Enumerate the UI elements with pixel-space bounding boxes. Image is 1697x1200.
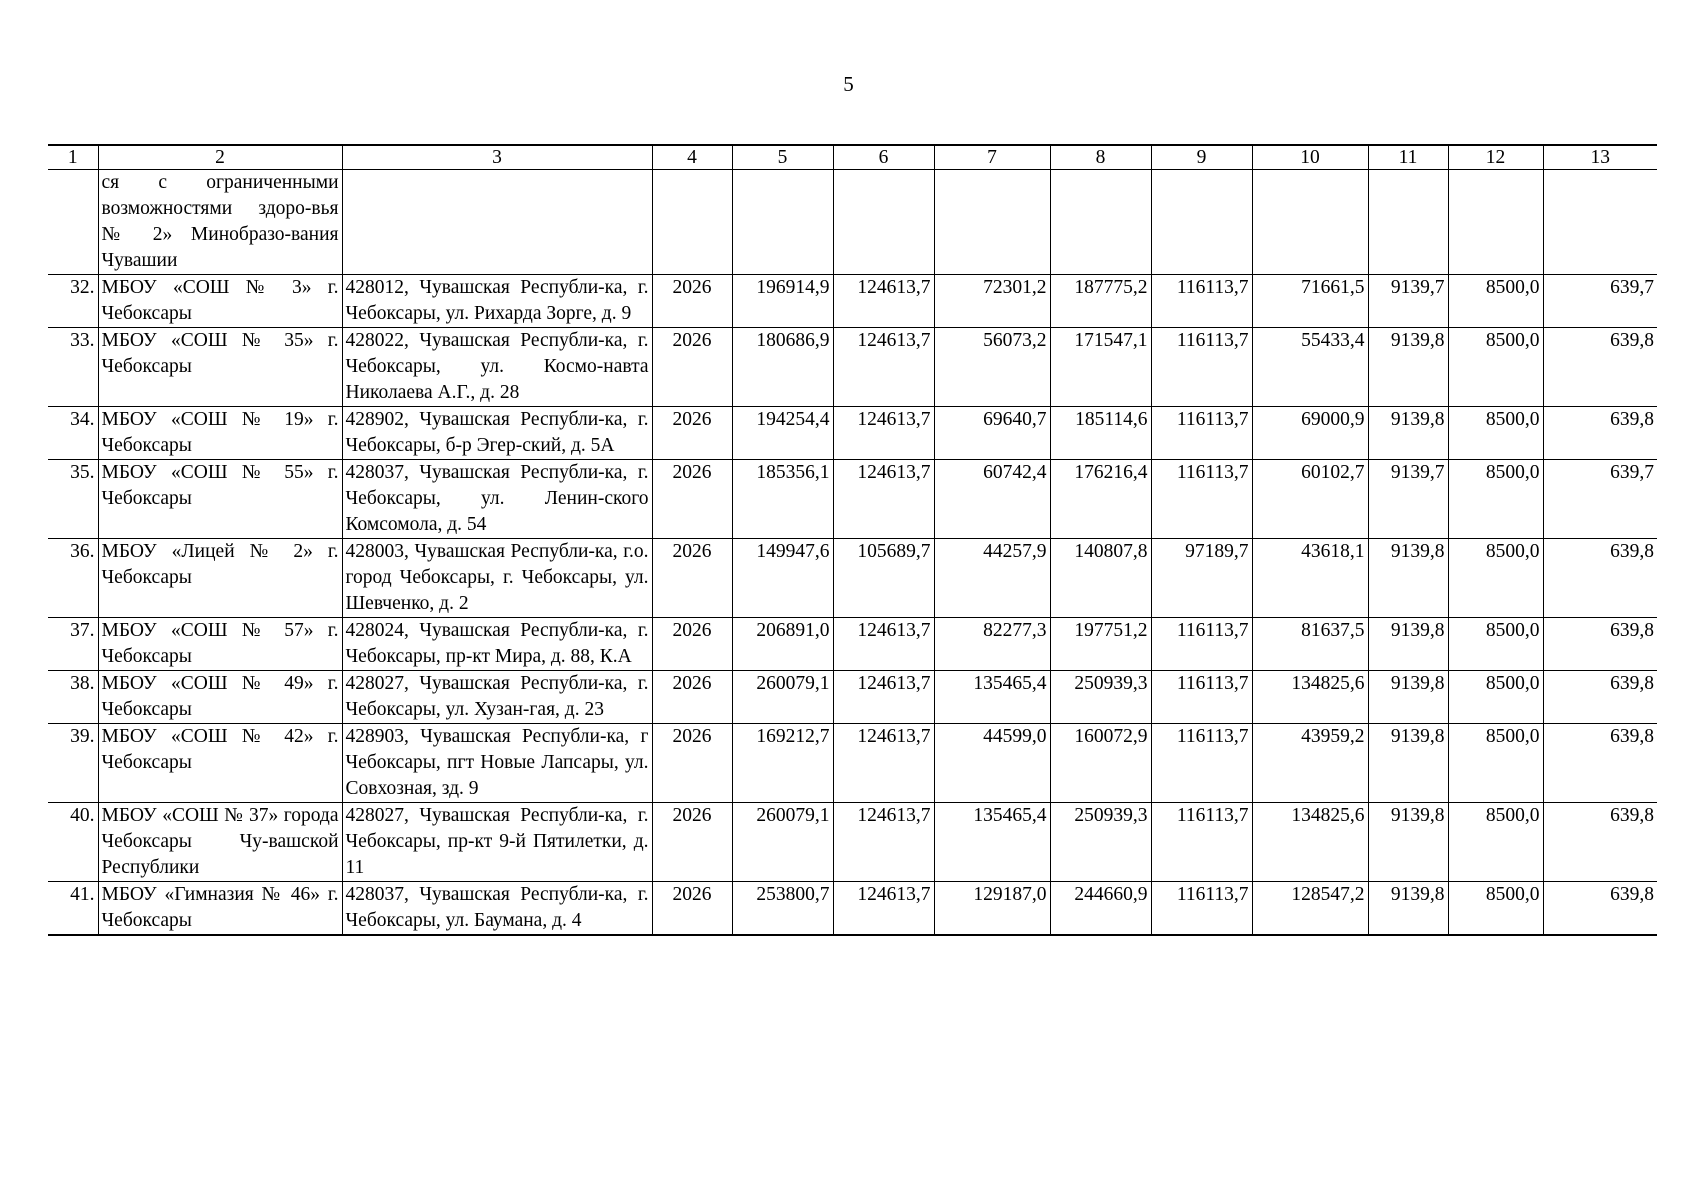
value-col-6: 124613,7 bbox=[833, 618, 934, 671]
value-col-8: 176216,4 bbox=[1050, 460, 1151, 539]
value-col-13: 639,8 bbox=[1543, 724, 1657, 803]
value-col-7: 135465,4 bbox=[934, 671, 1050, 724]
institution-name: МБОУ «Гимназия № 46» г. Чебоксары bbox=[98, 882, 342, 936]
value-col-13: 639,8 bbox=[1543, 407, 1657, 460]
header-cell: 13 bbox=[1543, 145, 1657, 170]
value-cell bbox=[934, 170, 1050, 275]
value-col-12: 8500,0 bbox=[1448, 275, 1543, 328]
year: 2026 bbox=[652, 618, 732, 671]
year: 2026 bbox=[652, 671, 732, 724]
header-cell: 1 bbox=[48, 145, 98, 170]
value-col-10: 134825,6 bbox=[1252, 803, 1368, 882]
institution-name: МБОУ «СОШ № 37» города Чебоксары Чу-вашской Республики bbox=[98, 803, 342, 882]
value-col-10: 128547,2 bbox=[1252, 882, 1368, 936]
table-row bbox=[48, 671, 1657, 724]
value-col-12: 8500,0 bbox=[1448, 724, 1543, 803]
value-col-9: 116113,7 bbox=[1151, 407, 1252, 460]
value-col-8: 187775,2 bbox=[1050, 275, 1151, 328]
row-index: 41. bbox=[48, 882, 98, 936]
value-col-11: 9139,7 bbox=[1368, 275, 1448, 328]
header-cell: 2 bbox=[98, 145, 342, 170]
value-col-8: 244660,9 bbox=[1050, 882, 1151, 936]
value-col-11: 9139,8 bbox=[1368, 539, 1448, 618]
value-col-13: 639,8 bbox=[1543, 803, 1657, 882]
value-cell bbox=[1448, 170, 1543, 275]
value-col-9: 116113,7 bbox=[1151, 275, 1252, 328]
row-index: 33. bbox=[48, 328, 98, 407]
value-col-9: 116113,7 bbox=[1151, 460, 1252, 539]
year: 2026 bbox=[652, 882, 732, 936]
value-col-9: 116113,7 bbox=[1151, 803, 1252, 882]
value-col-6: 105689,7 bbox=[833, 539, 934, 618]
value-col-13: 639,7 bbox=[1543, 460, 1657, 539]
institution-name: МБОУ «СОШ № 55» г. Чебоксары bbox=[98, 460, 342, 539]
value-col-13: 639,8 bbox=[1543, 328, 1657, 407]
year: 2026 bbox=[652, 275, 732, 328]
value-col-10: 55433,4 bbox=[1252, 328, 1368, 407]
address: 428024, Чувашская Республи-ка, г. Чебоксары, пр-кт Мира, д. 88, К.А bbox=[342, 618, 652, 671]
institution-name: МБОУ «СОШ № 49» г. Чебоксары bbox=[98, 671, 342, 724]
year: 2026 bbox=[652, 724, 732, 803]
year: 2026 bbox=[652, 803, 732, 882]
value-col-8: 250939,3 bbox=[1050, 803, 1151, 882]
address: 428902, Чувашская Республи-ка, г. Чебоксары, б-р Эгер-ский, д. 5А bbox=[342, 407, 652, 460]
value-col-6: 124613,7 bbox=[833, 724, 934, 803]
value-col-11: 9139,8 bbox=[1368, 882, 1448, 936]
value-col-9: 116113,7 bbox=[1151, 618, 1252, 671]
address: 428022, Чувашская Республи-ка, г. Чебоксары, ул. Космо-навта Николаева А.Г., д. 28 bbox=[342, 328, 652, 407]
value-col-7: 129187,0 bbox=[934, 882, 1050, 936]
row-index: 34. bbox=[48, 407, 98, 460]
value-col-7: 69640,7 bbox=[934, 407, 1050, 460]
value-col-13: 639,8 bbox=[1543, 882, 1657, 936]
continuation-row bbox=[48, 170, 1657, 275]
row-index: 37. bbox=[48, 618, 98, 671]
value-cell bbox=[1368, 170, 1448, 275]
table-row bbox=[48, 618, 1657, 671]
header-cell: 3 bbox=[342, 145, 652, 170]
institution-name: МБОУ «СОШ № 57» г. Чебоксары bbox=[98, 618, 342, 671]
value-col-9: 116113,7 bbox=[1151, 671, 1252, 724]
value-col-5: 180686,9 bbox=[732, 328, 833, 407]
value-col-5: 194254,4 bbox=[732, 407, 833, 460]
value-col-10: 81637,5 bbox=[1252, 618, 1368, 671]
table-row bbox=[48, 328, 1657, 407]
header-cell: 12 bbox=[1448, 145, 1543, 170]
value-col-6: 124613,7 bbox=[833, 882, 934, 936]
value-col-11: 9139,8 bbox=[1368, 803, 1448, 882]
address: 428903, Чувашская Республи-ка, г Чебоксары, пгт Новые Лапсары, ул. Совхозная, зд. 9 bbox=[342, 724, 652, 803]
address: 428027, Чувашская Республи-ка, г. Чебоксары, ул. Хузан-гая, д. 23 bbox=[342, 671, 652, 724]
value-cell bbox=[1050, 170, 1151, 275]
header-cell: 5 bbox=[732, 145, 833, 170]
table-row bbox=[48, 275, 1657, 328]
year bbox=[652, 170, 732, 275]
value-col-10: 134825,6 bbox=[1252, 671, 1368, 724]
value-col-9: 97189,7 bbox=[1151, 539, 1252, 618]
value-col-6: 124613,7 bbox=[833, 275, 934, 328]
institution-name: МБОУ «СОШ № 35» г. Чебоксары bbox=[98, 328, 342, 407]
institution-name: ся с ограниченными возможностями здоро-вья № 2» Минобразо-вания Чувашии bbox=[98, 170, 342, 275]
row-index: 38. bbox=[48, 671, 98, 724]
value-col-5: 169212,7 bbox=[732, 724, 833, 803]
value-col-9: 116113,7 bbox=[1151, 724, 1252, 803]
address: 428037, Чувашская Республи-ка, г. Чебоксары, ул. Ленин-ского Комсомола, д. 54 bbox=[342, 460, 652, 539]
data-table bbox=[48, 144, 1657, 936]
year: 2026 bbox=[652, 328, 732, 407]
table-row bbox=[48, 460, 1657, 539]
value-cell bbox=[1151, 170, 1252, 275]
row-index: 39. bbox=[48, 724, 98, 803]
value-col-10: 60102,7 bbox=[1252, 460, 1368, 539]
header-cell: 10 bbox=[1252, 145, 1368, 170]
value-col-10: 71661,5 bbox=[1252, 275, 1368, 328]
value-col-6: 124613,7 bbox=[833, 671, 934, 724]
value-col-8: 185114,6 bbox=[1050, 407, 1151, 460]
value-col-10: 43959,2 bbox=[1252, 724, 1368, 803]
value-cell bbox=[1543, 170, 1657, 275]
header-cell: 4 bbox=[652, 145, 732, 170]
table-row bbox=[48, 724, 1657, 803]
header-cell: 11 bbox=[1368, 145, 1448, 170]
value-col-12: 8500,0 bbox=[1448, 671, 1543, 724]
value-col-12: 8500,0 bbox=[1448, 803, 1543, 882]
header-cell: 6 bbox=[833, 145, 934, 170]
value-col-8: 250939,3 bbox=[1050, 671, 1151, 724]
value-col-13: 639,7 bbox=[1543, 275, 1657, 328]
value-col-12: 8500,0 bbox=[1448, 460, 1543, 539]
institution-name: МБОУ «СОШ № 42» г. Чебоксары bbox=[98, 724, 342, 803]
value-col-12: 8500,0 bbox=[1448, 407, 1543, 460]
value-col-11: 9139,8 bbox=[1368, 328, 1448, 407]
value-col-11: 9139,7 bbox=[1368, 460, 1448, 539]
table-row bbox=[48, 882, 1657, 936]
value-col-7: 44257,9 bbox=[934, 539, 1050, 618]
table-row bbox=[48, 539, 1657, 618]
value-col-7: 60742,4 bbox=[934, 460, 1050, 539]
value-col-7: 72301,2 bbox=[934, 275, 1050, 328]
value-col-12: 8500,0 bbox=[1448, 618, 1543, 671]
header-row bbox=[48, 145, 1657, 170]
row-index bbox=[48, 170, 98, 275]
value-col-8: 140807,8 bbox=[1050, 539, 1151, 618]
value-col-9: 116113,7 bbox=[1151, 882, 1252, 936]
value-col-10: 43618,1 bbox=[1252, 539, 1368, 618]
value-col-5: 196914,9 bbox=[732, 275, 833, 328]
header-cell: 8 bbox=[1050, 145, 1151, 170]
page-number: 5 bbox=[843, 72, 854, 96]
value-col-6: 124613,7 bbox=[833, 803, 934, 882]
value-col-13: 639,8 bbox=[1543, 618, 1657, 671]
institution-name: МБОУ «СОШ № 3» г. Чебоксары bbox=[98, 275, 342, 328]
header-cell: 7 bbox=[934, 145, 1050, 170]
value-col-7: 82277,3 bbox=[934, 618, 1050, 671]
header-cell: 9 bbox=[1151, 145, 1252, 170]
institution-name: МБОУ «СОШ № 19» г. Чебоксары bbox=[98, 407, 342, 460]
value-col-13: 639,8 bbox=[1543, 671, 1657, 724]
address: 428027, Чувашская Республи-ка, г. Чебоксары, пр-кт 9-й Пятилетки, д. 11 bbox=[342, 803, 652, 882]
institution-name: МБОУ «Лицей № 2» г. Чебоксары bbox=[98, 539, 342, 618]
table-row bbox=[48, 803, 1657, 882]
value-col-12: 8500,0 bbox=[1448, 882, 1543, 936]
table-row bbox=[48, 407, 1657, 460]
value-col-13: 639,8 bbox=[1543, 539, 1657, 618]
year: 2026 bbox=[652, 407, 732, 460]
value-col-7: 44599,0 bbox=[934, 724, 1050, 803]
value-col-11: 9139,8 bbox=[1368, 407, 1448, 460]
row-index: 35. bbox=[48, 460, 98, 539]
value-col-5: 185356,1 bbox=[732, 460, 833, 539]
value-col-6: 124613,7 bbox=[833, 407, 934, 460]
value-cell bbox=[1252, 170, 1368, 275]
value-col-8: 197751,2 bbox=[1050, 618, 1151, 671]
value-col-8: 160072,9 bbox=[1050, 724, 1151, 803]
value-col-6: 124613,7 bbox=[833, 328, 934, 407]
value-col-5: 260079,1 bbox=[732, 671, 833, 724]
value-col-5: 253800,7 bbox=[732, 882, 833, 936]
value-col-11: 9139,8 bbox=[1368, 671, 1448, 724]
address: 428003, Чувашская Республи-ка, г.о. город Чебоксары, г. Чебоксары, ул. Шевченко, д. 2 bbox=[342, 539, 652, 618]
value-col-12: 8500,0 bbox=[1448, 539, 1543, 618]
value-col-11: 9139,8 bbox=[1368, 618, 1448, 671]
row-index: 40. bbox=[48, 803, 98, 882]
value-col-5: 206891,0 bbox=[732, 618, 833, 671]
value-cell bbox=[833, 170, 934, 275]
value-col-7: 135465,4 bbox=[934, 803, 1050, 882]
address: 428037, Чувашская Республи-ка, г. Чебоксары, ул. Баумана, д. 4 bbox=[342, 882, 652, 936]
year: 2026 bbox=[652, 460, 732, 539]
value-col-5: 260079,1 bbox=[732, 803, 833, 882]
address: 428012, Чувашская Республи-ка, г. Чебоксары, ул. Рихарда Зорге, д. 9 bbox=[342, 275, 652, 328]
value-col-10: 69000,9 bbox=[1252, 407, 1368, 460]
value-col-11: 9139,8 bbox=[1368, 724, 1448, 803]
value-col-7: 56073,2 bbox=[934, 328, 1050, 407]
value-col-8: 171547,1 bbox=[1050, 328, 1151, 407]
year: 2026 bbox=[652, 539, 732, 618]
value-col-6: 124613,7 bbox=[833, 460, 934, 539]
value-col-9: 116113,7 bbox=[1151, 328, 1252, 407]
row-index: 36. bbox=[48, 539, 98, 618]
value-cell bbox=[732, 170, 833, 275]
address bbox=[342, 170, 652, 275]
value-col-12: 8500,0 bbox=[1448, 328, 1543, 407]
row-index: 32. bbox=[48, 275, 98, 328]
value-col-5: 149947,6 bbox=[732, 539, 833, 618]
